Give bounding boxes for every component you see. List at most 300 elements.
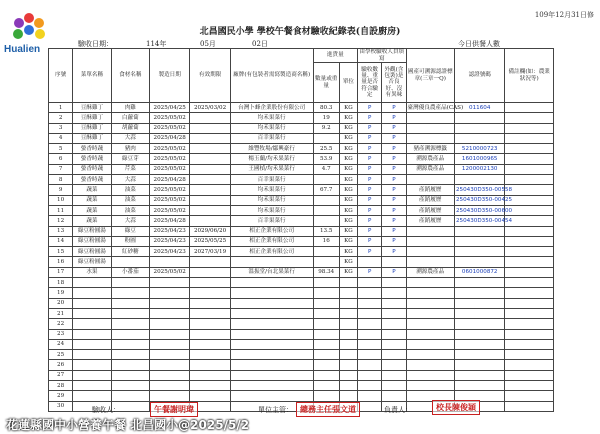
row-note [505, 360, 554, 370]
row-check-qty: P [358, 123, 382, 133]
row-vendor: 均禾果菜行 [230, 123, 313, 133]
row-dish: 綠豆粉圓湯 [73, 236, 111, 246]
row-unit [339, 350, 357, 360]
table-row [49, 350, 554, 360]
row-unit [339, 391, 357, 401]
row-check-appearance: P [382, 154, 406, 164]
header-cert: 國產可溯源認證標章(三章一Q) [406, 49, 454, 103]
row-check-qty: P [358, 175, 382, 185]
row-vendor [230, 308, 313, 318]
row-ingredient: 油菜 [111, 195, 149, 205]
row-vendor [230, 288, 313, 298]
row-unit: KG [339, 113, 357, 123]
row-expiry [190, 216, 230, 226]
row-check-qty [358, 329, 382, 339]
row-dish: 豆酥雞丁 [73, 123, 111, 133]
meal-count-label: 今日供餐人數 [458, 40, 500, 48]
row-seq: 18 [49, 278, 73, 288]
table-body [49, 103, 554, 412]
row-seq: 23 [49, 329, 73, 339]
row-unit: KG [339, 267, 357, 277]
row-check-appearance [382, 391, 406, 401]
row-expiry [190, 298, 230, 308]
row-expiry [190, 185, 230, 195]
row-qty: 13.5 [313, 226, 339, 236]
row-cert-no [454, 339, 504, 349]
table-row [49, 113, 554, 123]
table-row [49, 360, 554, 370]
row-mfg-date: 2025/05/02 [149, 205, 189, 215]
row-note [505, 205, 554, 215]
row-vendor: 百幸果菜行 [230, 175, 313, 185]
row-cert: 臺灣優良農產品(CAS) [406, 103, 454, 113]
row-qty: 53.9 [313, 154, 339, 164]
row-vendor: 百幸果菜行 [230, 216, 313, 226]
row-note [505, 185, 554, 195]
row-cert [406, 247, 454, 257]
row-cert [406, 308, 454, 318]
table-row [49, 267, 554, 277]
row-dish [73, 319, 111, 329]
row-unit: KG [339, 195, 357, 205]
row-cert-no: 250430D350-00425 [454, 195, 504, 205]
row-cert: 產銷履歷 [406, 195, 454, 205]
row-unit [339, 308, 357, 318]
row-dish: 蔬菜 [73, 185, 111, 195]
row-ingredient [111, 360, 149, 370]
row-check-qty: P [358, 247, 382, 257]
inspector-stamp: 午餐謝明瑋 [150, 402, 198, 417]
row-qty [313, 370, 339, 380]
table-row [49, 308, 554, 318]
row-ingredient: 胡蘿蔔 [111, 123, 149, 133]
row-cert [406, 360, 454, 370]
row-qty: 16 [313, 236, 339, 246]
row-ingredient: 油菜 [111, 185, 149, 195]
row-seq: 30 [49, 401, 73, 411]
row-ingredient: 白蘿蔔 [111, 113, 149, 123]
row-check-appearance [382, 370, 406, 380]
row-seq: 2 [49, 113, 73, 123]
row-mfg-date: 2025/04/23 [149, 247, 189, 257]
row-cert-no [454, 381, 504, 391]
row-mfg-date: 2025/05/02 [149, 154, 189, 164]
row-qty [313, 381, 339, 391]
row-check-appearance: P [382, 247, 406, 257]
row-ingredient: 大蒜 [111, 175, 149, 185]
row-expiry [190, 278, 230, 288]
row-mfg-date: 2025/04/23 [149, 236, 189, 246]
row-cert-no [454, 236, 504, 246]
row-seq: 8 [49, 175, 73, 185]
row-expiry [190, 288, 230, 298]
row-check-appearance: P [382, 133, 406, 143]
row-dish: 豆酥雞丁 [73, 113, 111, 123]
row-ingredient [111, 350, 149, 360]
row-mfg-date [149, 308, 189, 318]
table-row [49, 103, 554, 113]
header-seq: 序號 [49, 49, 73, 103]
row-ingredient: 綠豆芽 [111, 154, 149, 164]
row-check-appearance: P [382, 164, 406, 174]
row-vendor: 台灣卜蜂企業股份有限公司 [230, 103, 313, 113]
row-mfg-date: 2025/05/02 [149, 113, 189, 123]
row-vendor [230, 278, 313, 288]
row-expiry [190, 370, 230, 380]
row-qty [313, 133, 339, 143]
row-vendor: 楊玉蘭/均禾果菜行 [230, 154, 313, 164]
row-cert-no [454, 298, 504, 308]
row-mfg-date [149, 391, 189, 401]
row-mfg-date [149, 288, 189, 298]
row-mfg-date: 2025/05/02 [149, 144, 189, 154]
row-note [505, 298, 554, 308]
row-check-qty: P [358, 205, 382, 215]
row-note [505, 339, 554, 349]
row-dish: 水果 [73, 267, 111, 277]
header-check-appearance: 外觀(含包裝)是否良好、沒有異味 [382, 63, 406, 103]
row-ingredient [111, 308, 149, 318]
table-row [49, 288, 554, 298]
row-cert [406, 339, 454, 349]
row-note [505, 401, 554, 411]
row-vendor: 維豐牧場/鄒興豪行 [230, 144, 313, 154]
row-cert-no [454, 308, 504, 318]
row-unit [339, 370, 357, 380]
row-unit [339, 329, 357, 339]
row-seq: 15 [49, 247, 73, 257]
row-mfg-date: 2025/05/02 [149, 195, 189, 205]
inspection-table [48, 48, 554, 412]
row-check-appearance: P [382, 185, 406, 195]
row-check-appearance: P [382, 195, 406, 205]
row-seq: 26 [49, 360, 73, 370]
row-ingredient: 小番茄 [111, 267, 149, 277]
row-qty [313, 247, 339, 257]
row-expiry [190, 339, 230, 349]
row-cert-no [454, 123, 504, 133]
header-cert-no: 認證號碼 [454, 49, 504, 103]
row-qty [313, 391, 339, 401]
row-cert [406, 370, 454, 380]
row-note [505, 123, 554, 133]
principal-stamp: 校長陳俊穎 [432, 400, 480, 415]
row-cert-no [454, 175, 504, 185]
org-head-label: 單位主管： [258, 406, 293, 414]
row-unit: KG [339, 175, 357, 185]
table-row [49, 339, 554, 349]
row-qty [313, 257, 339, 267]
row-vendor: 溫振堂/台北果菜行 [230, 267, 313, 277]
row-cert-no [454, 370, 504, 380]
row-expiry [190, 144, 230, 154]
row-unit: KG [339, 185, 357, 195]
header-inspection: 由學校驗收人員填寫 [359, 49, 405, 62]
row-qty [313, 298, 339, 308]
date-day: 02日 [252, 40, 268, 48]
row-note [505, 195, 554, 205]
row-unit: KG [339, 257, 357, 267]
table-row [49, 257, 554, 267]
row-dish: 螢香時蔬 [73, 144, 111, 154]
row-seq: 13 [49, 226, 73, 236]
row-dish [73, 329, 111, 339]
row-check-qty [358, 360, 382, 370]
row-cert: 溯源農產品 [406, 267, 454, 277]
row-cert [406, 257, 454, 267]
row-note [505, 226, 554, 236]
row-expiry [190, 350, 230, 360]
row-note [505, 216, 554, 226]
row-check-appearance [382, 360, 406, 370]
row-seq: 3 [49, 123, 73, 133]
row-expiry [190, 381, 230, 391]
row-cert-no [454, 329, 504, 339]
row-expiry [190, 360, 230, 370]
row-unit [339, 288, 357, 298]
row-qty [313, 329, 339, 339]
row-seq: 7 [49, 164, 73, 174]
row-mfg-date: 2025/05/02 [149, 185, 189, 195]
row-vendor: 均禾果菜行 [230, 113, 313, 123]
header-check-qty: 驗收數量、重量是否符合驗定 [358, 63, 382, 103]
row-check-appearance: P [382, 144, 406, 154]
row-vendor [230, 381, 313, 391]
row-seq: 5 [49, 144, 73, 154]
row-expiry [190, 154, 230, 164]
table-row [49, 319, 554, 329]
row-unit [339, 319, 357, 329]
row-ingredient [111, 278, 149, 288]
row-check-qty: P [358, 103, 382, 113]
row-note [505, 267, 554, 277]
row-check-appearance [382, 339, 406, 349]
row-unit [339, 278, 357, 288]
row-vendor [230, 319, 313, 329]
row-ingredient: 綠豆 [111, 226, 149, 236]
row-dish: 蔬菜 [73, 216, 111, 226]
table-row [49, 236, 554, 246]
row-seq: 11 [49, 205, 73, 215]
table-row [49, 133, 554, 143]
row-ingredient: 大蒜 [111, 133, 149, 143]
row-cert [406, 113, 454, 123]
row-note [505, 288, 554, 298]
header-note: 備註欄(如：農業狀況等) [505, 49, 554, 103]
row-ingredient [111, 329, 149, 339]
row-note [505, 308, 554, 318]
row-cert-no [454, 360, 504, 370]
row-vendor: 王國楨/均禾果菜行 [230, 164, 313, 174]
row-seq: 29 [49, 391, 73, 401]
row-check-qty: P [358, 216, 382, 226]
row-cert [406, 350, 454, 360]
row-unit: KG [339, 216, 357, 226]
row-dish [73, 381, 111, 391]
table-row [49, 216, 554, 226]
row-vendor [230, 257, 313, 267]
row-dish [73, 339, 111, 349]
row-mfg-date [149, 339, 189, 349]
row-cert: 溯源農產品 [406, 154, 454, 164]
row-unit [339, 360, 357, 370]
row-unit [339, 339, 357, 349]
row-ingredient [111, 391, 149, 401]
row-expiry [190, 123, 230, 133]
org-head-stamp: 總務主任張文道 [296, 402, 360, 417]
row-expiry: 2029/06/20 [190, 226, 230, 236]
row-note [505, 247, 554, 257]
row-check-appearance: P [382, 205, 406, 215]
row-expiry [190, 164, 230, 174]
row-qty: 67.7 [313, 185, 339, 195]
row-unit: KG [339, 103, 357, 113]
row-seq: 9 [49, 185, 73, 195]
row-note [505, 133, 554, 143]
row-qty [313, 205, 339, 215]
row-cert-no: 250430D350-00600 [454, 205, 504, 215]
row-cert-no [454, 350, 504, 360]
page-title: 北昌國民小學 學校午餐食材驗收紀錄表(自設廚房) [199, 27, 401, 37]
row-check-qty [358, 308, 382, 318]
row-cert-no [454, 278, 504, 288]
row-dish [73, 360, 111, 370]
row-cert-no [454, 133, 504, 143]
row-seq: 17 [49, 267, 73, 277]
row-vendor: 均禾果菜行 [230, 195, 313, 205]
row-qty [313, 195, 339, 205]
table-row [49, 298, 554, 308]
header-ingredient: 食材名稱 [111, 49, 149, 103]
row-expiry [190, 257, 230, 267]
header-vendor: 廠牌(有包裝者需寫製造商名稱) [230, 49, 313, 103]
header-unit: 單位 [339, 63, 357, 103]
row-vendor [230, 370, 313, 380]
header-dish: 菜單名稱 [73, 49, 111, 103]
row-mfg-date: 2025/05/02 [149, 123, 189, 133]
row-cert: 豬產溯源標籤 [406, 144, 454, 154]
row-mfg-date [149, 278, 189, 288]
row-ingredient: 油菜 [111, 205, 149, 215]
row-dish: 蔬菜 [73, 205, 111, 215]
row-cert [406, 278, 454, 288]
table-row [49, 185, 554, 195]
row-unit: KG [339, 144, 357, 154]
table-row [49, 195, 554, 205]
row-dish: 豆酥雞丁 [73, 103, 111, 113]
row-unit: KG [339, 154, 357, 164]
form-revision-date: 109年12月31日修 [534, 11, 594, 19]
row-check-appearance [382, 278, 406, 288]
row-cert: 產銷履歷 [406, 216, 454, 226]
row-cert-no: 1200002130 [454, 164, 504, 174]
table-row [49, 164, 554, 174]
row-cert-no: 0601000872 [454, 267, 504, 277]
row-vendor: 百幸果菜行 [230, 133, 313, 143]
row-expiry [190, 133, 230, 143]
row-note [505, 175, 554, 185]
row-mfg-date: 2025/04/28 [149, 175, 189, 185]
row-qty [313, 175, 339, 185]
row-ingredient [111, 288, 149, 298]
row-vendor [230, 350, 313, 360]
row-check-qty [358, 319, 382, 329]
row-seq: 22 [49, 319, 73, 329]
inspector-label: 驗收人： [92, 406, 120, 414]
table-row [49, 175, 554, 185]
row-cert [406, 381, 454, 391]
date-month: 05月 [200, 40, 216, 48]
row-expiry [190, 205, 230, 215]
row-check-qty: P [358, 226, 382, 236]
date-year: 114年 [146, 40, 167, 48]
row-mfg-date [149, 298, 189, 308]
row-qty: 19 [313, 113, 339, 123]
row-check-qty [358, 278, 382, 288]
row-check-appearance [382, 288, 406, 298]
row-seq: 20 [49, 298, 73, 308]
row-cert-no: 5210000723 [454, 144, 504, 154]
row-unit: KG [339, 123, 357, 133]
table-row [49, 123, 554, 133]
row-seq: 12 [49, 216, 73, 226]
row-mfg-date [149, 257, 189, 267]
row-mfg-date [149, 381, 189, 391]
row-note [505, 154, 554, 164]
table-row [49, 329, 554, 339]
row-ingredient [111, 381, 149, 391]
table-row [49, 154, 554, 164]
row-check-qty: P [358, 133, 382, 143]
row-note [505, 370, 554, 380]
row-seq: 14 [49, 236, 73, 246]
row-dish [73, 391, 111, 401]
row-expiry [190, 391, 230, 401]
row-check-qty: P [358, 154, 382, 164]
row-dish: 綠豆粉圓湯 [73, 226, 111, 236]
row-dish [73, 370, 111, 380]
row-note [505, 350, 554, 360]
row-note [505, 113, 554, 123]
row-note [505, 329, 554, 339]
row-ingredient: 大蒜 [111, 216, 149, 226]
footer-caption: 花蓮縣國中小營養午餐 北昌國小@2025/5/2 [6, 418, 250, 432]
row-cert-no: 250430D350-00558 [454, 185, 504, 195]
row-cert [406, 133, 454, 143]
row-mfg-date [149, 370, 189, 380]
row-check-qty [358, 257, 382, 267]
row-qty [313, 216, 339, 226]
row-qty: 25.5 [313, 144, 339, 154]
row-seq: 25 [49, 350, 73, 360]
row-note [505, 391, 554, 401]
row-qty [313, 339, 339, 349]
row-cert-no [454, 113, 504, 123]
row-note [505, 278, 554, 288]
row-ingredient: 紅砂糖 [111, 247, 149, 257]
row-note [505, 164, 554, 174]
row-dish [73, 298, 111, 308]
row-check-qty: P [358, 164, 382, 174]
row-cert-no [454, 247, 504, 257]
row-expiry [190, 308, 230, 318]
row-expiry: 2027/03/19 [190, 247, 230, 257]
row-unit: KG [339, 133, 357, 143]
row-dish [73, 308, 111, 318]
row-cert-no [454, 288, 504, 298]
row-dish: 豆酥雞丁 [73, 133, 111, 143]
row-check-qty [358, 391, 382, 401]
